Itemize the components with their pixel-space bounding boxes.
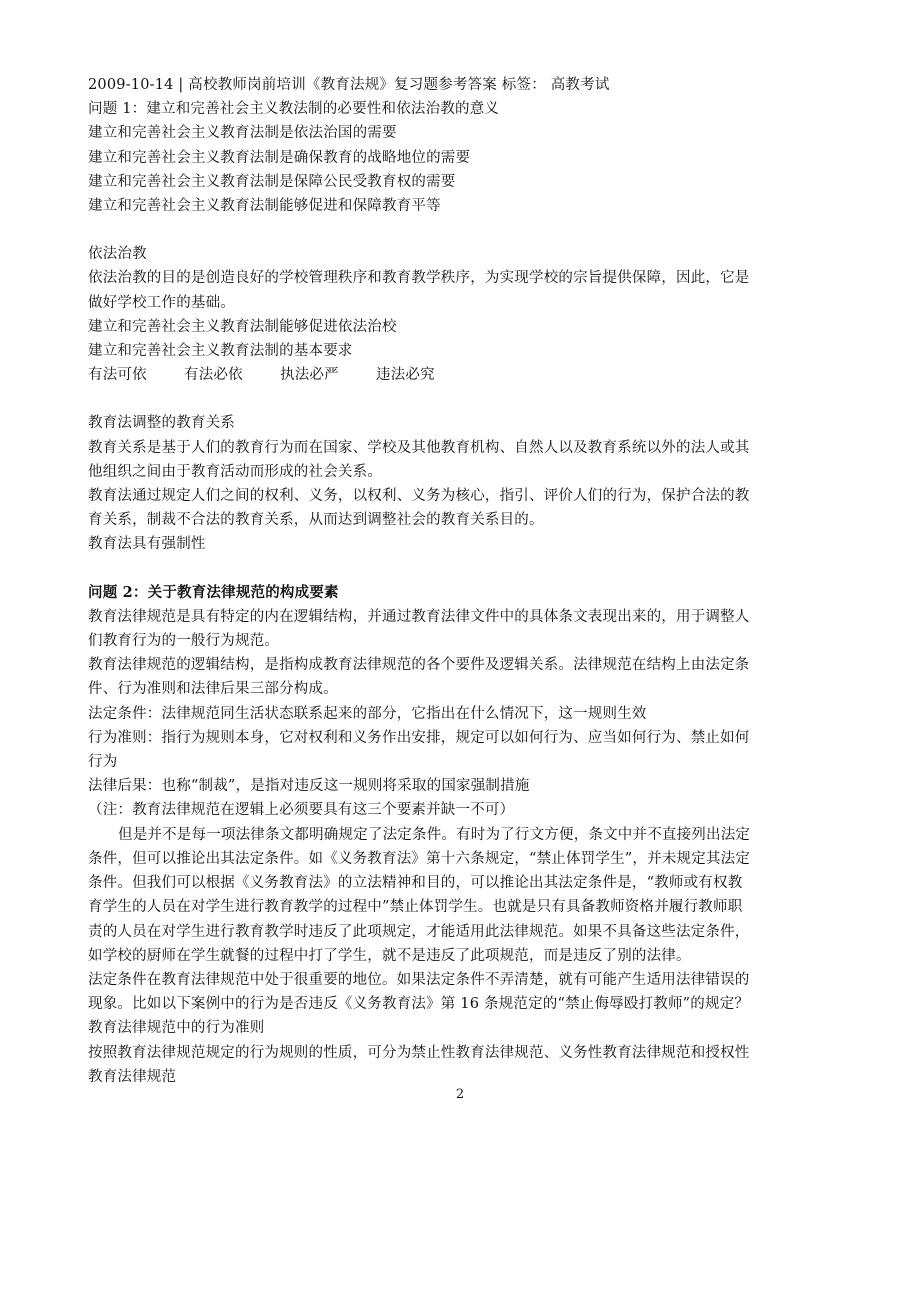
question-2-title: 问题 2：关于教育法律规范的构成要素 xyxy=(88,583,339,601)
document-body xyxy=(88,73,828,1089)
q2-definition-line: 们教育行为的一般行为规范。 xyxy=(88,633,280,650)
example-para-line: 但是并不是每一项法律条文都明确规定了法定条件。有时为了行文方便，条文中并不直接列出法定 xyxy=(118,826,751,843)
education-relation-para-line: 他组织之间由于教育活动而形成的社会关系。 xyxy=(88,463,382,480)
header-line: 2009-10-14 | 高校教师岗前培训《教育法规》复习题参考答案 标签： 高教考试 xyxy=(88,77,610,93)
education-relation-para-line: 教育法通过规定人们之间的权利、义务，以权利、义务为核心，指引、评价人们的行为，保护合法的教 xyxy=(88,488,750,505)
q1-item: 建立和完善社会主义教育法制是依法治国的需要 xyxy=(88,125,397,142)
q1-item: 建立和完善社会主义教育法制能够促进和保障教育平等 xyxy=(88,198,441,215)
education-relation-para-line: 教育关系是基于人们的教育行为而在国家、学校及其他教育机构、自然人以及教育系统以外的法人或其 xyxy=(88,439,750,456)
education-relation-para-line: 育关系，制裁不合法的教育关系，从而达到调整社会的教育关系目的。 xyxy=(88,512,544,529)
legal-condition-line: 法定条件：法律规范同生活状态联系起来的部分，它指出在什么情况下，这一规则生效 xyxy=(88,705,647,722)
behavior-rule-line: 行为 xyxy=(88,754,118,771)
rule-by-law-para-line: 做好学校工作的基础。 xyxy=(88,294,235,311)
note-line: （注：教育法律规范在逻辑上必须要具有这三个要素并缺一不可） xyxy=(88,802,515,819)
example-para-line: 如学校的厨师在学生就餐的过程中打了学生，就不是违反了此项规范，而是违反了别的法律。 xyxy=(88,947,691,964)
basic-requirements-terms xyxy=(88,363,828,387)
legal-consequence-line: 法律后果：也称“制裁”，是指对违反这一规则将采取的国家强制措施 xyxy=(88,778,530,795)
example-para-line: 条件，但可以推论出其法定条件。如《义务教育法》第十六条规定，“禁止体罚学生”，并未规定其法定 xyxy=(88,850,751,867)
blank-line xyxy=(88,218,828,242)
example-para-line: 育学生的人员在对学生进行教育教学的过程中”禁止体罚学生。也就是只有具备教师资格并履行教师职 xyxy=(88,899,743,916)
rule-by-law-item: 建立和完善社会主义教育法制的基本要求 xyxy=(88,343,353,360)
blank-line xyxy=(88,387,828,411)
q2-logic-line: 教育法律规范的逻辑结构，是指构成教育法律规范的各个要件及逻辑关系。法律规范在结构上由法定条 xyxy=(88,657,750,674)
q2-logic-line: 件、行为准则和法律后果三部分构成。 xyxy=(88,681,338,698)
blank-line xyxy=(88,557,828,581)
term: 执法必严 xyxy=(280,367,339,384)
rule-by-law-item: 建立和完善社会主义教育法制能够促进依法治校 xyxy=(88,318,397,335)
classification-para-line: 按照教育法律规范规定的行为规则的性质，可分为禁止性教育法律规范、义务性教育法律规范和授权性 xyxy=(88,1044,750,1061)
rule-by-law-para-line: 依法治教的目的是创造良好的学校管理秩序和教育教学秩序，为实现学校的宗旨提供保障，因此，它是 xyxy=(88,270,750,287)
question-1-title: 问题 1：建立和完善社会主义教法制的必要性和依法治教的意义 xyxy=(88,101,500,118)
rule-by-law-heading: 依法治教 xyxy=(88,246,147,263)
q1-item: 建立和完善社会主义教育法制是保障公民受教育权的需要 xyxy=(88,173,456,190)
example-para-line: 条件。但我们可以根据《义务教育法》的立法精神和目的，可以推论出其法定条件是，“教师或有权教 xyxy=(88,875,743,892)
term: 有法必依 xyxy=(184,367,243,384)
importance-para-line: 法定条件在教育法律规范中处于很重要的地位。如果法定条件不弄清楚，就有可能产生适用法律错误的 xyxy=(88,971,750,988)
behavior-rule-line: 行为准则：指行为规则本身，它对权利和义务作出安排，规定可以如何行为、应当如何行为、禁止如何 xyxy=(88,729,750,746)
term: 违法必究 xyxy=(376,367,435,384)
importance-para-line: 现象。比如以下案例中的行为是否违反《义务教育法》第 16 条规范定的“禁止侮辱殴打教师”的规定？ xyxy=(88,996,750,1013)
classification-para-line: 教育法律规范 xyxy=(88,1068,177,1085)
example-para-line: 责的人员在对学生进行教育教学时违反了此项规定，才能适用此法律规范。如果不具备这些法定条件， xyxy=(88,923,750,940)
education-relation-closing: 教育法具有强制性 xyxy=(88,536,206,553)
q1-item: 建立和完善社会主义教育法制是确保教育的战略地位的需要 xyxy=(88,149,471,166)
education-relation-heading: 教育法调整的教育关系 xyxy=(88,415,235,432)
behavior-rule-heading: 教育法律规范中的行为准则 xyxy=(88,1020,265,1037)
page-number: 2 xyxy=(455,1087,465,1102)
q2-definition-line: 教育法律规范是具有特定的内在逻辑结构，并通过教育法律文件中的具体条文表现出来的，用于调整人 xyxy=(88,608,750,625)
term: 有法可依 xyxy=(88,367,147,384)
